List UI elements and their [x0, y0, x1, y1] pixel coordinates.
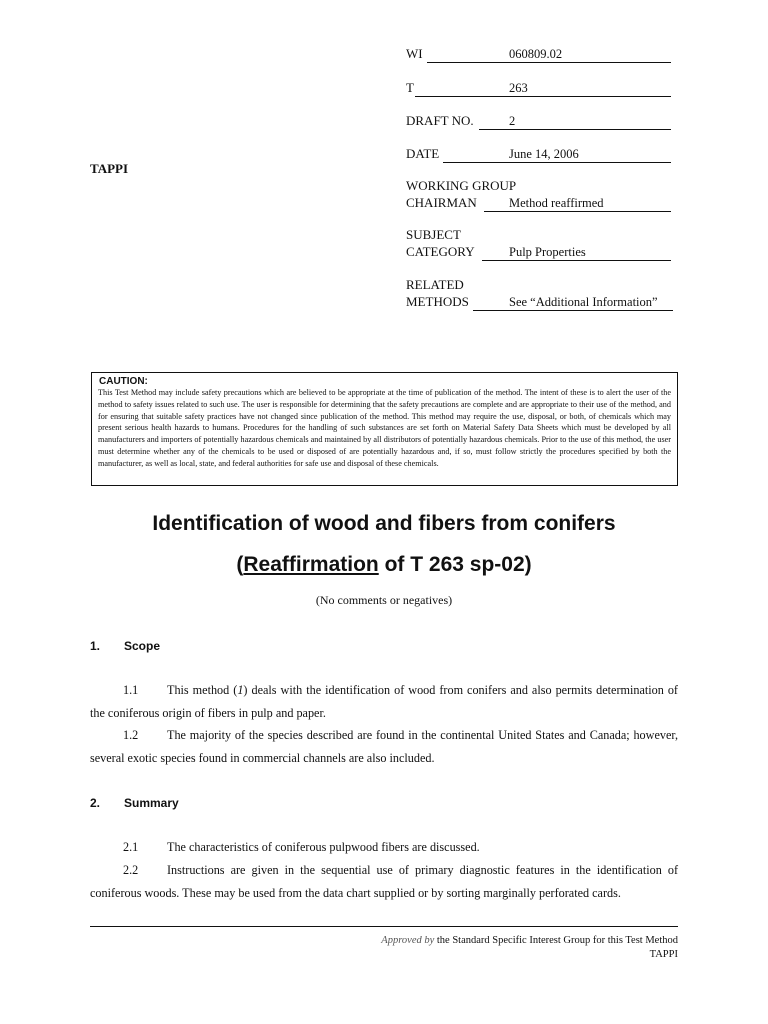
paragraph-1-1 — [90, 679, 678, 724]
title-open-paren: ( — [236, 553, 244, 576]
footer-approval — [381, 935, 678, 946]
t-underline — [415, 81, 671, 97]
subject-label: SUBJECT — [406, 227, 461, 242]
paragraph-text: ) deals with the identification of wood from conifers and also permits determination of the coniferous origin of fibers in pulp and paper. — [90, 683, 678, 720]
wi-value: 060809.02 — [509, 47, 563, 61]
paragraph-2-2 — [90, 859, 678, 904]
reference-number: 1 — [237, 683, 244, 697]
related-label: RELATED — [406, 277, 464, 292]
approved-by-label: Approved by — [381, 935, 435, 946]
paragraph-number: 1.1 — [123, 683, 139, 697]
working-group-label: WORKING GROUP — [406, 178, 517, 193]
footer-rule — [90, 926, 678, 927]
wi-label: WI — [406, 46, 423, 61]
paragraph-number: 2.2 — [123, 863, 139, 877]
caution-box — [91, 372, 678, 486]
paragraph-text: This method ( — [167, 683, 238, 697]
section-number: 1. — [90, 639, 101, 653]
section-title-scope: Scope — [124, 639, 161, 653]
approved-by-text: the Standard Specific Interest Group for this Test Method — [434, 935, 678, 946]
document-subtitle: (No comments or negatives) — [315, 593, 453, 607]
section-title-summary: Summary — [124, 796, 179, 810]
draft-value: 2 — [509, 114, 516, 128]
category-value: Pulp Properties — [509, 245, 586, 259]
date-value: June 14, 2006 — [509, 147, 579, 161]
section-number: 2. — [90, 796, 101, 810]
draft-underline — [479, 114, 671, 130]
caution-text: This Test Method may include safety precautions which are believed to be appropriate at the time of publication of the method. The intent of these is to alert the user of the method to safety issues related to such use. The user is responsible for determining that the safety precautions are complete and are appropriate to their use of the method, and for ensuring that suitable safety practices have not changed since publication of the method. This method may require the use, disposal, or both, of chemicals which may present serious health hazards to humans. Procedures for the handling of such substances are set forth on Material Safety Data Sheets which must be developed by all manufacturers and importers of potentially hazardous chemicals and maintained by all distributors of potentially hazardous chemicals. Prior to the use of this method, the user must determine whether any of the chemicals to be used or disposed of are potentially hazardous and, if so, must follow strictly the procedures specified by both the manufacturer, as well as local, state, and federal authorities for safe use and disposal of these chemicals. — [98, 388, 671, 468]
paragraph-text: The majority of the species described are found in the continental United States and Canada; however, several exotic species found in commercial channels are also included. — [90, 728, 678, 765]
paragraph-text: Instructions are given in the sequential use of primary diagnostic features in the identification of coniferous woods. These may be used from the data chart supplied or by sorting marginally perforated cards. — [90, 863, 678, 900]
paragraph-text: The characteristics of coniferous pulpwood fibers are discussed. — [167, 840, 480, 854]
t-value: 263 — [509, 81, 528, 95]
paragraph-2-1 — [90, 836, 678, 859]
chairman-label: CHAIRMAN — [406, 195, 477, 210]
caution-title: CAUTION: — [99, 376, 148, 387]
t-label: T — [406, 80, 414, 95]
category-label: CATEGORY — [406, 244, 475, 259]
paragraph-number: 1.2 — [123, 728, 139, 742]
paragraph-number: 2.1 — [123, 840, 139, 854]
chairman-value: Method reaffirmed — [509, 196, 604, 210]
footer-org: TAPPI — [649, 949, 678, 960]
organization-name: TAPPI — [90, 161, 129, 176]
methods-label: METHODS — [406, 294, 469, 309]
paragraph-1-2 — [90, 724, 678, 769]
document-title: Identification of wood and fibers from conifers — [152, 512, 616, 535]
document-title-line2 — [0, 553, 768, 577]
title-rest: of T 263 sp-02) — [378, 553, 532, 576]
date-label: DATE — [406, 146, 440, 161]
draft-label: DRAFT NO. — [406, 113, 474, 128]
reaffirmation-word: Reaffirmation — [243, 553, 379, 576]
methods-value: See “Additional Information” — [509, 295, 658, 309]
